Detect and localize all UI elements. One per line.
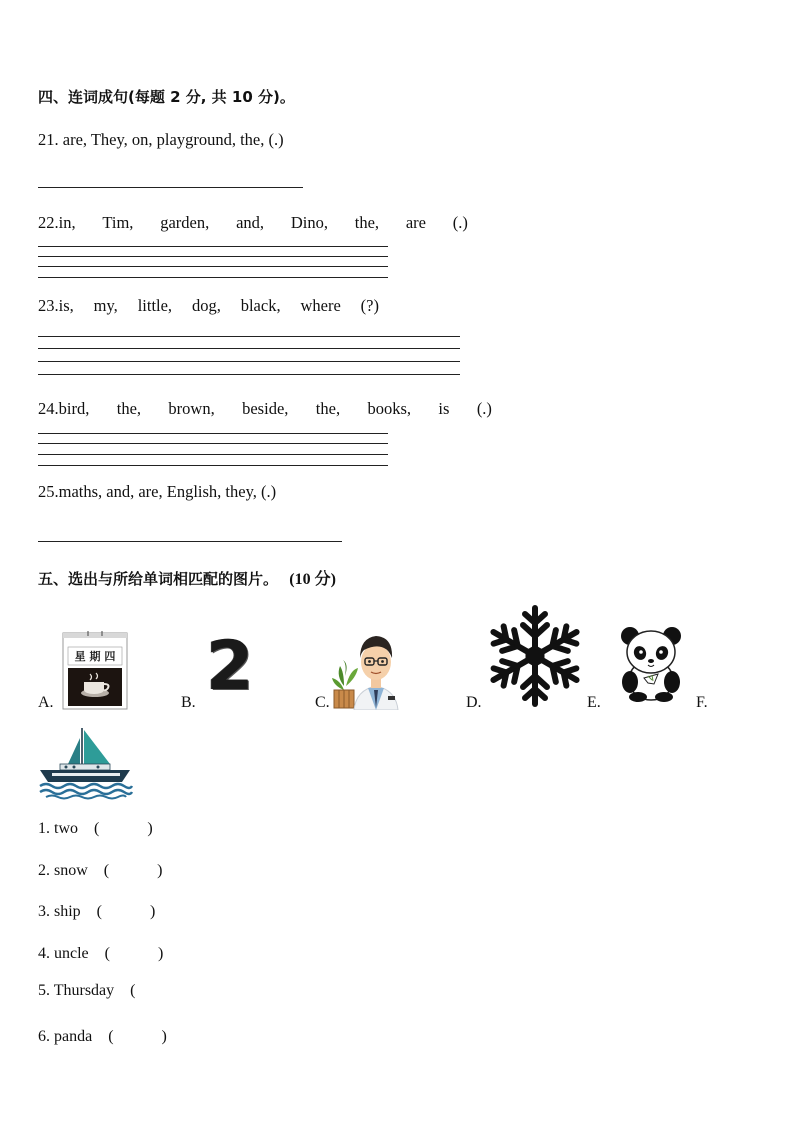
item-label: 3. ship <box>38 903 81 920</box>
question-25: 25.maths, and, are, English, they, (.) <box>38 482 277 501</box>
item-label: 2. snow <box>38 862 88 879</box>
q23-word: (?) <box>360 296 379 315</box>
answer-line-22[interactable] <box>38 266 388 267</box>
q24-word: the, <box>116 399 142 418</box>
q23-word: where <box>300 296 341 315</box>
q24-word: beside, <box>242 399 289 418</box>
section5-heading: 五、选出与所给单词相匹配的图片。 (10 分) <box>38 570 336 588</box>
item-3-ship <box>38 898 155 921</box>
question-24 <box>38 399 492 419</box>
calendar-image <box>62 630 128 710</box>
answer-line-23[interactable] <box>38 348 460 349</box>
item-6-panda <box>38 1023 167 1046</box>
answer-line-22[interactable] <box>38 246 388 247</box>
q23-word: dog, <box>191 296 221 315</box>
q24-word: the, <box>315 399 341 418</box>
q24-word: is <box>438 399 450 418</box>
answer-line-24[interactable] <box>38 443 388 444</box>
q22-word: garden, <box>160 213 210 232</box>
q22-word: are <box>405 213 426 232</box>
answer-line-23[interactable] <box>38 361 460 362</box>
item-label: 4. uncle <box>38 945 89 962</box>
answer-paren[interactable]: ( ) <box>108 1028 167 1045</box>
answer-paren[interactable]: ( ) <box>94 820 153 837</box>
answer-line-22[interactable] <box>38 256 388 257</box>
ship-image <box>38 724 134 800</box>
item-2-snow <box>38 857 162 880</box>
panda-image <box>618 624 684 702</box>
item-1-two <box>38 815 153 838</box>
answer-paren[interactable]: ( ) <box>103 862 163 879</box>
answer-line-22[interactable] <box>38 277 388 278</box>
q22-word: and, <box>236 213 265 232</box>
option-c-label: C. <box>315 694 330 711</box>
item-4-uncle <box>38 940 163 963</box>
question-21: 21. are, They, on, playground, the, (.) <box>38 130 284 149</box>
answer-line-24[interactable] <box>38 433 388 434</box>
answer-line-25[interactable] <box>38 541 342 542</box>
answer-line-21[interactable] <box>38 187 303 188</box>
answer-line-24[interactable] <box>38 454 388 455</box>
calendar-text: 星 期 四 <box>74 650 116 663</box>
option-f-label: F. <box>696 694 708 711</box>
item-label: 1. two <box>38 820 78 837</box>
option-b-label: B. <box>181 694 196 711</box>
option-a-label: A. <box>38 694 54 711</box>
q24-word: books, <box>367 399 412 418</box>
q23-word: black, <box>240 296 281 315</box>
answer-paren[interactable]: ( ) <box>104 945 164 962</box>
answer-paren[interactable]: ( <box>130 982 136 999</box>
option-d-label: D. <box>466 694 482 711</box>
question-23 <box>38 296 379 316</box>
q23-word: my, <box>93 296 118 315</box>
item-label: 5. Thursday <box>38 982 115 999</box>
q22-word: 22.in, <box>38 213 76 232</box>
q22-word: Tim, <box>102 213 134 232</box>
answer-paren[interactable]: ( ) <box>96 903 156 920</box>
q23-word: 23.is, <box>38 296 74 315</box>
uncle-doctor-image <box>330 628 412 710</box>
q24-word: brown, <box>168 399 215 418</box>
snowflake-image <box>486 602 584 710</box>
section4-heading: 四、连词成句(每题 2 分, 共 10 分)。 <box>38 88 295 106</box>
item-5-thursday <box>38 982 135 1000</box>
q22-word: the, <box>354 213 380 232</box>
answer-line-23[interactable] <box>38 374 460 375</box>
number-two-image: 2 <box>206 627 254 706</box>
q22-word: (.) <box>452 213 468 232</box>
section5-points: (10 分) <box>289 571 336 588</box>
q24-word: 24.bird, <box>38 399 90 418</box>
item-label: 6. panda <box>38 1028 93 1045</box>
answer-line-24[interactable] <box>38 465 388 466</box>
q24-word: (.) <box>476 399 492 418</box>
q22-word: Dino, <box>290 213 328 232</box>
question-22 <box>38 213 468 233</box>
answer-line-23[interactable] <box>38 336 460 337</box>
option-e-label: E. <box>587 694 601 711</box>
q23-word: little, <box>137 296 173 315</box>
